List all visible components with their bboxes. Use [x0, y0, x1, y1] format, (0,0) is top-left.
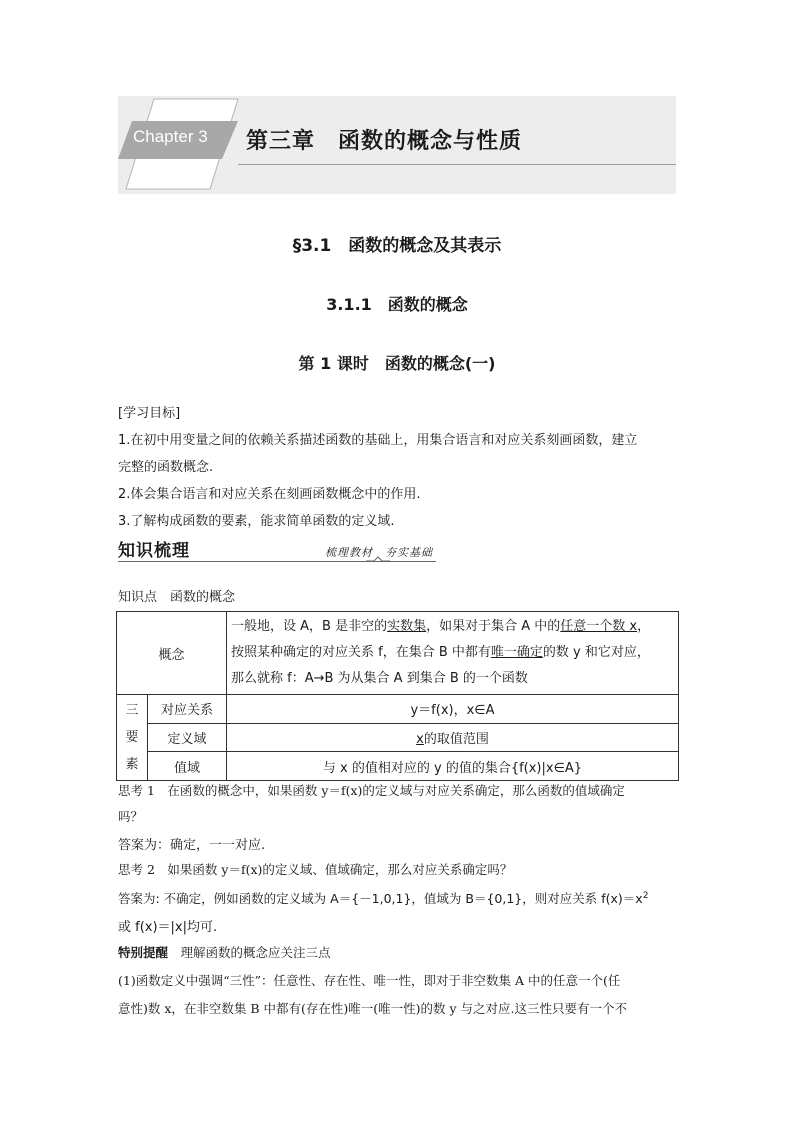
- tip-paragraph-1-line-2: 意性)数 x，在非空数集 B 中都有(存在性)唯一(唯一性)的数 y 与之对应.这三性只要有一个不: [118, 1001, 628, 1016]
- concept-label-cell: [117, 612, 227, 695]
- concept-text: ，: [637, 619, 651, 634]
- chapter-title: 第三章 函数的概念与性质: [246, 129, 523, 154]
- element-label-mapping: 对应关系: [148, 695, 227, 724]
- objective-1-line-1: 1.在初中用变量之间的依赖关系描述函数的基础上，用集合语言和对应关系刻画函数，建立: [118, 433, 638, 448]
- knowledge-point-title: 知识点 函数的概念: [118, 590, 236, 605]
- tip-heading: [118, 943, 331, 961]
- element-label-range: 值域: [148, 752, 227, 781]
- lesson-heading: 第 1 课时 函数的概念(一): [298, 354, 496, 373]
- tip-text: 理解函数的概念应关注三点: [168, 945, 331, 960]
- concept-definition-cell: [227, 612, 679, 695]
- concept-line-1: [231, 614, 674, 640]
- objective-1-line-2: 完整的函数概念.: [118, 460, 214, 475]
- think-2-answer-line-2: 或 f(x)＝|x|均可.: [118, 920, 218, 935]
- think-1-line-2: 吗？: [118, 809, 144, 824]
- element-value-range: 与 x 的值相对应的 y 的值的集合{f(x)|x∈A}: [227, 752, 679, 781]
- three-elements-char: 要: [125, 730, 139, 745]
- concept-underlined-term: 唯一确定: [490, 645, 543, 660]
- think-1-line-1: 思考 1 在函数的概念中，如果函数 y＝f(x)的定义域与对应关系确定，那么函数的值域确定: [118, 783, 625, 798]
- think-2-line-1: 思考 2 如果函数 y＝f(x)的定义域、值域确定，那么对应关系确定吗？: [118, 862, 513, 877]
- think-2-answer-line-1: [118, 889, 648, 907]
- knowledge-section-title: 知识梳理: [118, 541, 190, 561]
- objectives-label: [学习目标]: [118, 406, 181, 421]
- concept-table: [116, 611, 679, 781]
- concept-line-2: [231, 640, 674, 666]
- tip-label: 特别提醒: [118, 945, 169, 960]
- subsection-heading: 3.1.1 函数的概念: [326, 295, 468, 314]
- domain-text: 的取值范围: [423, 731, 489, 747]
- section-heading: §3.1 函数的概念及其表示: [292, 236, 502, 256]
- chapter-label: Chapter 3: [133, 127, 208, 146]
- section-underline-notch: [366, 555, 390, 565]
- concept-text: 一般地，设 A，B 是非空的: [231, 619, 388, 634]
- concept-underlined-term: 任意一个数 x: [560, 619, 638, 634]
- objective-2: 2.体会集合语言和对应关系在刻画函数概念中的作用.: [118, 487, 421, 502]
- concept-line-3: 那么就称 f：A→B 为从集合 A 到集合 B 的一个函数: [231, 671, 528, 686]
- element-value-mapping: y＝f(x)，x∈A: [227, 695, 679, 724]
- superscript-exponent: 2: [642, 890, 649, 901]
- concept-text: 按照某种确定的对应关系 f，在集合 B 中都有: [231, 645, 491, 660]
- domain-variable: x: [416, 731, 424, 747]
- three-elements-char: 素: [125, 757, 139, 772]
- concept-text: 的数 y 和它对应，: [542, 645, 650, 660]
- think-1-answer: 答案为：确定，一一对应.: [118, 838, 266, 853]
- banner-divider: [238, 164, 676, 165]
- knowledge-section-tagline: 梳理教材 夯实基础: [325, 546, 433, 559]
- objective-3: 3.了解构成函数的要素，能求简单函数的定义域.: [118, 514, 395, 529]
- think-2-answer-text: 答案为: 不确定，例如函数的定义域为 A＝{－1,0,1}，值域为 B＝{0,1}，则对应关系 f(x)＝x: [118, 891, 643, 906]
- tip-paragraph-1-line-1: (1)函数定义中强调“三性”：任意性、存在性、唯一性，即对于非空数集 A 中的任意一个(任: [118, 973, 621, 988]
- concept-label: 概念: [158, 647, 185, 663]
- element-value-domain: [227, 723, 679, 752]
- element-label-domain: 定义域: [148, 723, 227, 752]
- concept-text: ，如果对于集合 A 中的: [426, 619, 561, 634]
- three-elements-char: 三: [125, 703, 139, 718]
- three-elements-cell: [117, 695, 148, 781]
- concept-underlined-term: 实数集: [387, 619, 427, 634]
